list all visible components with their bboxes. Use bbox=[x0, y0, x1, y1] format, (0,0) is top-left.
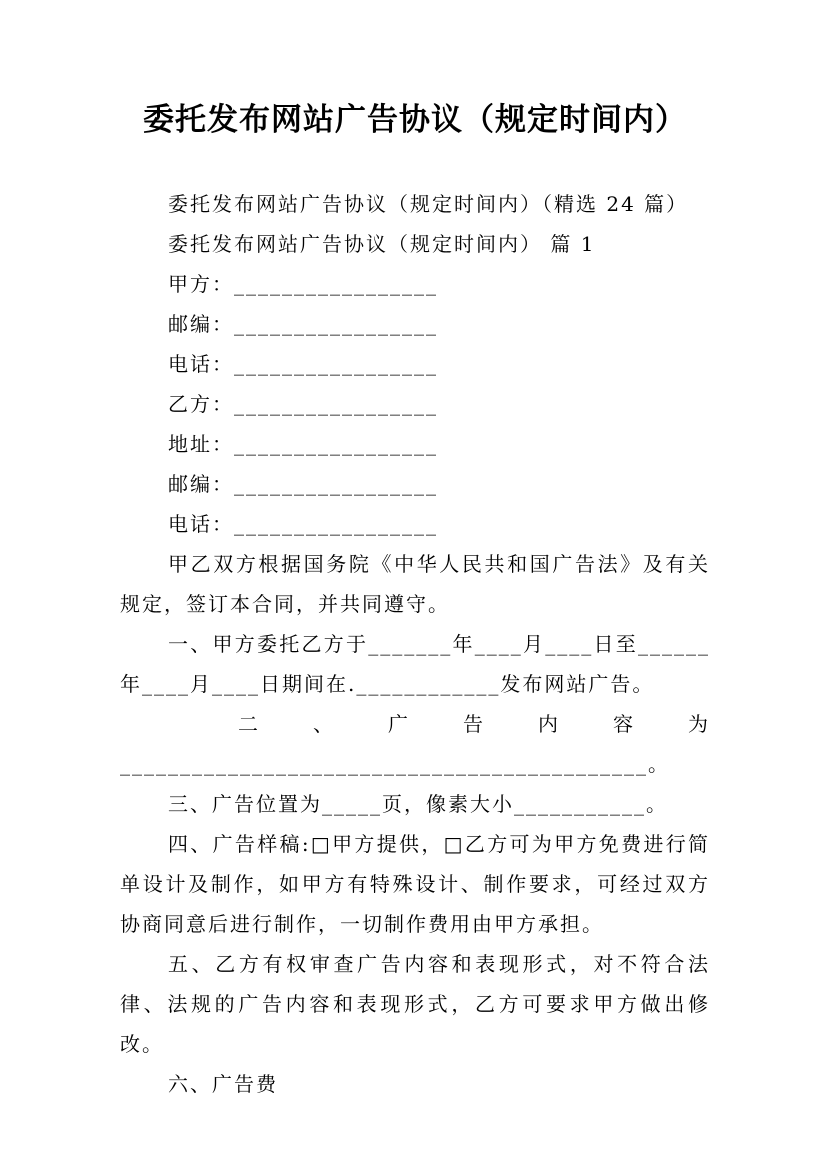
field-line-phone-a: 电话：_________________ bbox=[168, 352, 438, 376]
field-line-address-b: 地址：_________________ bbox=[168, 432, 438, 456]
document-body bbox=[120, 184, 710, 1104]
subtitle-collection-line: 委托发布网站广告协议（规定时间内）（精选 24 篇） bbox=[168, 192, 689, 216]
clause-2-lead-line: 二、广告内容为 bbox=[238, 712, 710, 736]
clause-1-paragraph: 一、甲方委托乙方于_______年____月____日至______年____月____日期间在.____________发布网站广告。 bbox=[120, 632, 710, 696]
document-title: 委托发布网站广告协议（规定时间内） bbox=[143, 102, 687, 138]
clause-5-paragraph: 五、乙方有权审查广告内容和表现形式，对不符合法律、法规的广告内容和表现形式，乙方可要求甲方做出修改。 bbox=[120, 952, 710, 1056]
clause-3-paragraph: 三、广告位置为_____页，像素大小___________。 bbox=[168, 792, 668, 816]
clause-2-blank-line: ____________________________________________。 bbox=[120, 752, 670, 776]
clause-6-heading-line: 六、广告费 bbox=[168, 1072, 278, 1096]
preamble-paragraph: 甲乙双方根据国务院《中华人民共和国广告法》及有关规定，签订本合同，并共同遵守。 bbox=[120, 552, 710, 616]
field-line-party-b: 乙方：_________________ bbox=[168, 392, 438, 416]
field-line-party-a: 甲方：_________________ bbox=[168, 272, 438, 296]
subtitle-article-line: 委托发布网站广告协议（规定时间内） 篇 1 bbox=[168, 232, 596, 256]
clause-4-paragraph: 四、广告样稿:□甲方提供，□乙方可为甲方免费进行简单设计及制作，如甲方有特殊设计、制作要求，可经过双方协商同意后进行制作，一切制作费用由甲方承担。 bbox=[120, 832, 710, 936]
field-line-postcode-a: 邮编：_________________ bbox=[168, 312, 438, 336]
field-line-postcode-b: 邮编：_________________ bbox=[168, 472, 438, 496]
field-line-phone-b: 电话：_________________ bbox=[168, 512, 438, 536]
